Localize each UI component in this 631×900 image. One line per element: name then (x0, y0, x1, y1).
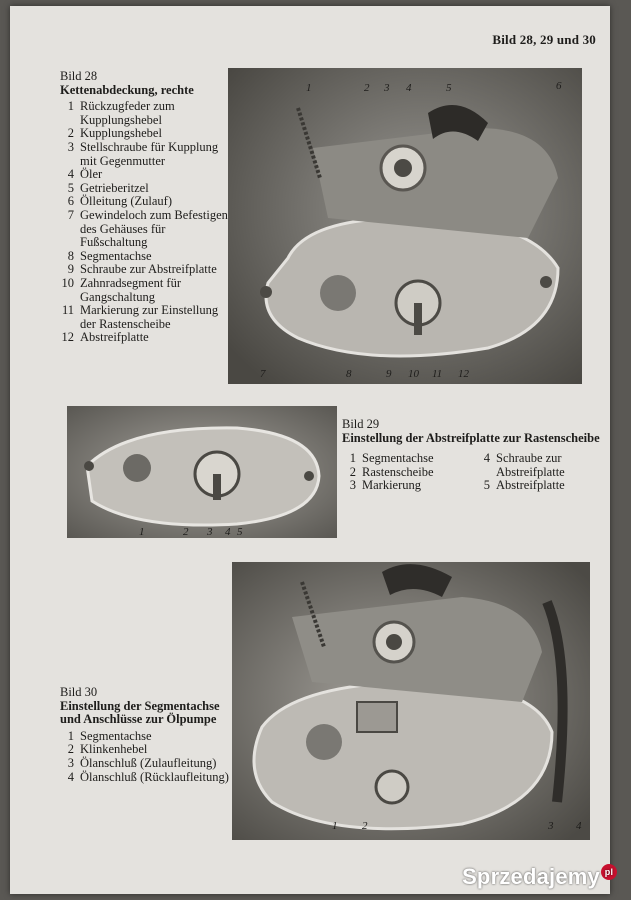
callout-number: 12 (458, 368, 469, 380)
legend-item (60, 195, 228, 209)
legend-item (60, 743, 232, 757)
legend-number: 8 (67, 248, 74, 263)
legend-number: 6 (67, 194, 74, 209)
legend-number: 1 (349, 451, 356, 466)
legend-text: Getrieberitzel (80, 180, 149, 195)
legend-item (60, 331, 228, 345)
callout-number: 7 (260, 368, 266, 380)
legend-text: Kupplungshebel (80, 126, 162, 141)
legend-text: Segmentachse (80, 728, 152, 743)
legend-text: Öler (80, 167, 103, 182)
callout-number: 4 (406, 82, 412, 94)
watermark-text: Sprzedajemy (462, 864, 600, 889)
fig29-caption (342, 418, 600, 493)
legend-item (60, 141, 228, 168)
callout-number: 4 (225, 526, 231, 538)
callout-number: 11 (432, 368, 443, 380)
legend-item (60, 209, 228, 250)
fig28-caption (60, 70, 228, 345)
legend-text: Abstreifplatte (496, 478, 565, 493)
watermark-logo (462, 864, 617, 890)
legend-text: Ölanschluß (Zulaufleitung) (80, 755, 217, 770)
legend-text: Segmentachse (80, 248, 152, 263)
legend-item (60, 730, 232, 744)
callout-number: 5 (237, 526, 243, 538)
legend-number: 3 (67, 755, 74, 770)
watermark-badge: pl (601, 864, 617, 880)
legend-item (476, 479, 600, 493)
legend-number: 4 (483, 451, 490, 466)
legend-item (476, 452, 600, 479)
legend-number: 9 (67, 262, 74, 277)
legend-text: Schraube zur Abstreifplatte (80, 262, 217, 277)
fig29-legend (342, 449, 600, 493)
callout-number: 2 (362, 820, 368, 832)
legend-text: Rückzugfeder zum Kupplungshebel (80, 99, 175, 127)
fig29-legend-right (476, 452, 600, 493)
legend-number: 4 (67, 769, 74, 784)
callout-number: 5 (446, 82, 452, 94)
legend-text: Schraube zur Abstreifplatte (496, 451, 565, 479)
legend-item (60, 182, 228, 196)
legend-text: Markierung (362, 478, 422, 493)
callout-number: 3 (207, 526, 213, 538)
legend-number: 1 (67, 728, 74, 743)
legend-text: Zahnradsegment für Gangschaltung (80, 275, 182, 304)
legend-text: Klinkenhebel (80, 742, 148, 757)
callout-number: 3 (548, 820, 554, 832)
fig30-caption (60, 686, 232, 784)
callout-number: 3 (384, 82, 390, 94)
legend-item (60, 304, 228, 331)
fig29-title: Einstellung der Abstreifplatte zur Rastenscheibe (342, 430, 600, 445)
legend-text: Ölleitung (Zulauf) (80, 194, 172, 209)
legend-item (60, 100, 228, 127)
fig28-callouts (228, 68, 582, 384)
callout-number: 9 (386, 368, 392, 380)
legend-item (60, 127, 228, 141)
legend-item (60, 757, 232, 771)
callout-number: 2 (183, 526, 189, 538)
legend-text: Ölanschluß (Rücklaufleitung) (80, 769, 229, 784)
callout-number: 10 (408, 368, 419, 380)
legend-item (60, 277, 228, 304)
legend-number: 5 (483, 478, 490, 493)
callout-number: 6 (556, 80, 562, 92)
legend-number: 1 (67, 99, 74, 114)
legend-number: 5 (67, 180, 74, 195)
fig28-label: Bild 28 (60, 69, 98, 83)
legend-text: Stellschraube für Kupplung mit Gegenmutter (80, 139, 219, 168)
legend-text: Markierung zur Einstellung der Rastenscheibe (80, 303, 219, 331)
fig29-label: Bild 29 (342, 417, 380, 431)
legend-text: Abstreifplatte (80, 330, 149, 345)
fig28-legend (60, 100, 228, 345)
fig30-title: Einstellung der Segmentachse und Anschlüsse zur Ölpumpe (60, 698, 220, 727)
callout-number: 2 (364, 82, 370, 94)
legend-item (60, 263, 228, 277)
callout-number: 1 (306, 82, 312, 94)
legend-number: 11 (61, 303, 74, 318)
legend-number: 7 (67, 207, 74, 222)
legend-number: 3 (67, 139, 74, 154)
legend-number: 2 (67, 126, 74, 141)
legend-number: 4 (67, 167, 74, 182)
legend-item (60, 771, 232, 785)
legend-number: 10 (61, 275, 74, 290)
legend-item (342, 466, 466, 480)
legend-item (342, 452, 466, 466)
book-page (10, 6, 610, 894)
callout-number: 4 (576, 820, 582, 832)
legend-item (60, 250, 228, 264)
callout-number: 8 (346, 368, 352, 380)
callout-number: 1 (332, 820, 338, 832)
legend-item (342, 479, 466, 493)
legend-text: Gewindeloch zum Befestigen des Gehäuses für Fußschaltung (80, 207, 228, 250)
legend-number: 12 (61, 330, 74, 345)
legend-number: 2 (349, 464, 356, 479)
legend-item (60, 168, 228, 182)
page-header: Bild 28, 29 und 30 (492, 32, 596, 47)
legend-number: 3 (349, 478, 356, 493)
fig29-callouts (67, 406, 337, 538)
fig30-callouts (232, 562, 590, 840)
legend-number: 2 (67, 742, 74, 757)
fig28-title: Kettenabdeckung, rechte (60, 82, 194, 97)
fig30-legend (60, 730, 232, 784)
fig30-label: Bild 30 (60, 685, 98, 699)
fig29-legend-left (342, 452, 466, 493)
legend-text: Rastenscheibe (362, 464, 434, 479)
callout-number: 1 (139, 526, 145, 538)
legend-text: Segmentachse (362, 451, 434, 466)
